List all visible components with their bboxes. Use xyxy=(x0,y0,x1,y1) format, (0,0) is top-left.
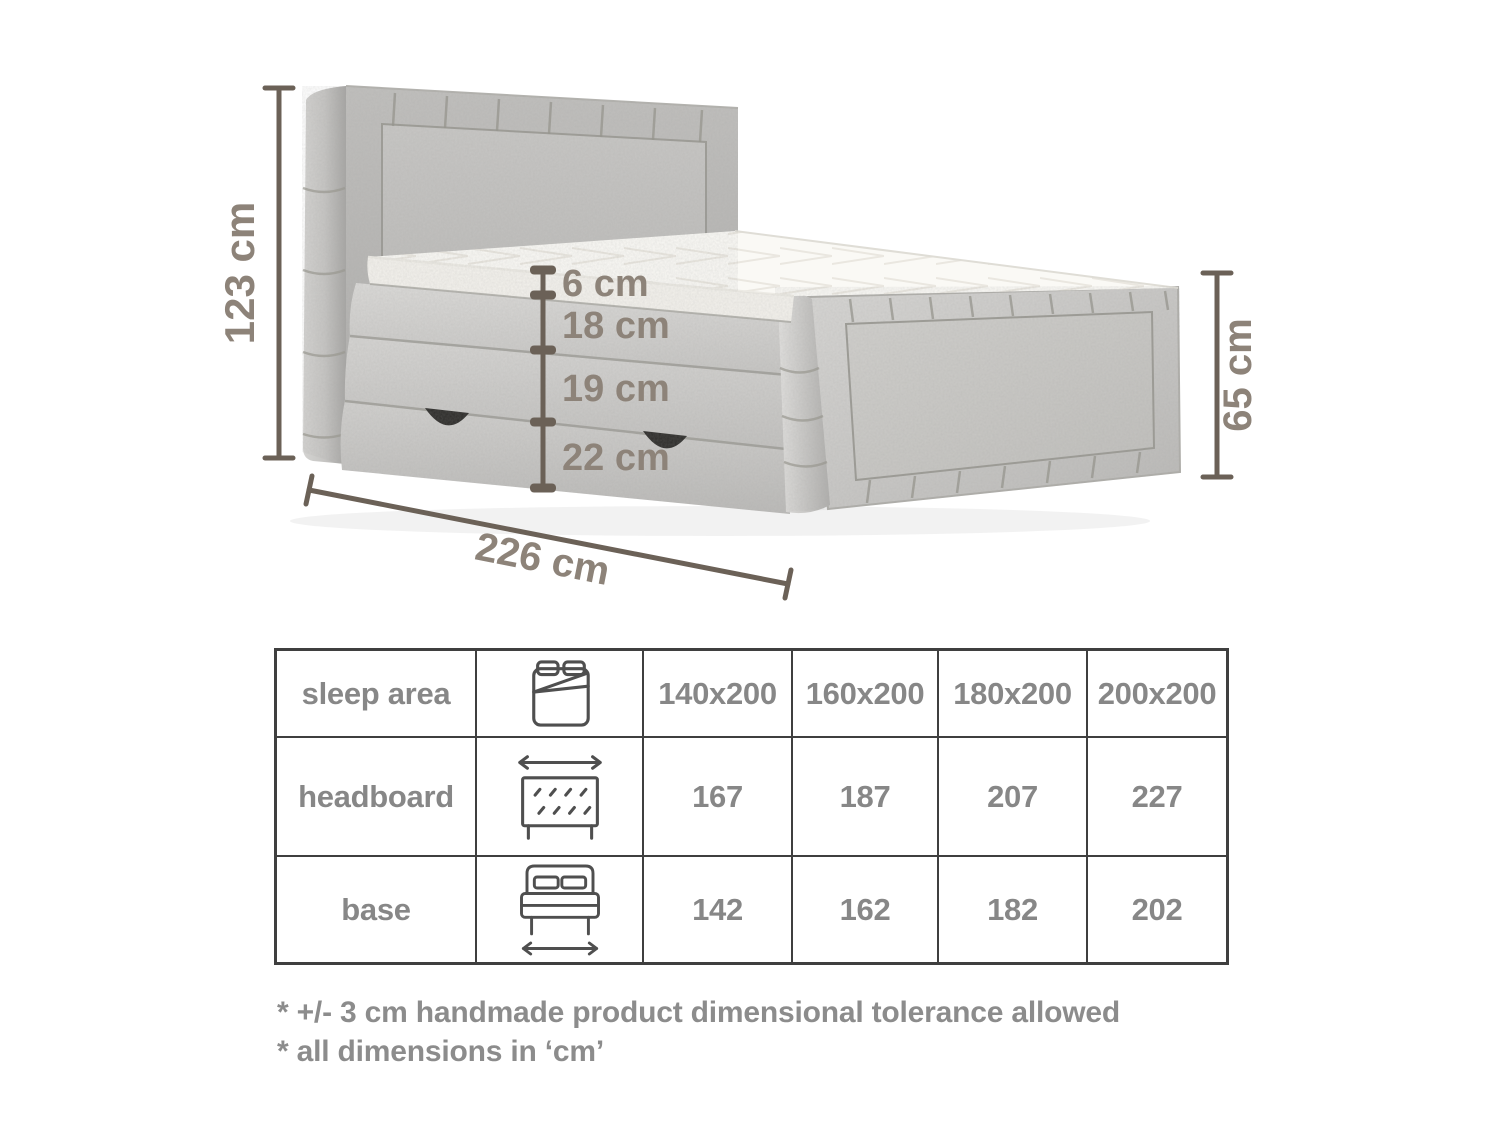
dim-label-layer-6: 6 cm xyxy=(562,263,649,305)
size-value: 200x200 xyxy=(1097,675,1217,711)
size-value: 182 xyxy=(987,891,1038,927)
size-value: 162 xyxy=(839,891,891,927)
row-label-text: base xyxy=(341,891,411,927)
dim-label-length: 226 cm xyxy=(471,524,614,594)
size-cell xyxy=(644,738,793,857)
size-value: 227 xyxy=(1131,778,1183,814)
dim-label-layer-22: 22 cm xyxy=(562,437,670,479)
icon-cell xyxy=(477,651,644,738)
row-label-sleep-area xyxy=(277,651,477,738)
size-cell xyxy=(1088,738,1226,857)
dim-label-base-height: 65 cm xyxy=(1216,318,1260,432)
size-cell xyxy=(939,857,1088,962)
row-label-headboard xyxy=(277,738,477,857)
size-cell xyxy=(939,738,1088,857)
size-value: 202 xyxy=(1131,891,1183,927)
size-value: 140x200 xyxy=(658,675,777,711)
size-cell xyxy=(644,857,793,962)
size-cell xyxy=(793,651,939,738)
dim-label-layer-18: 18 cm xyxy=(562,305,670,347)
base-width-icon xyxy=(516,862,604,958)
size-cell xyxy=(793,857,939,962)
size-cell xyxy=(1088,651,1226,738)
size-table xyxy=(274,648,1229,965)
size-value: 160x200 xyxy=(805,675,925,711)
row-label-base xyxy=(277,857,477,962)
bed-top-view-icon xyxy=(523,659,597,729)
size-cell xyxy=(644,651,793,738)
size-value: 207 xyxy=(987,778,1038,814)
footnotes xyxy=(277,993,1120,1071)
fabric-texture xyxy=(290,70,1200,530)
dim-label-layer-19: 19 cm xyxy=(562,368,670,410)
size-value: 167 xyxy=(692,778,743,814)
footnote-units: * all dimensions in ‘cm’ xyxy=(277,1035,604,1068)
row-label-text: headboard xyxy=(298,778,454,814)
size-value: 180x200 xyxy=(953,675,1072,711)
icon-cell xyxy=(477,738,644,857)
footnote-tolerance: * +/- 3 cm handmade product dimensional tolerance allowed xyxy=(277,996,1120,1029)
icon-cell xyxy=(477,857,644,962)
size-cell xyxy=(793,738,939,857)
size-cell xyxy=(1088,857,1226,962)
headboard-width-icon xyxy=(514,752,606,842)
size-value: 142 xyxy=(692,891,743,927)
size-cell xyxy=(939,651,1088,738)
dim-label-headboard-height: 123 cm xyxy=(216,201,263,345)
size-value: 187 xyxy=(839,778,891,814)
row-label-text: sleep area xyxy=(301,675,451,711)
